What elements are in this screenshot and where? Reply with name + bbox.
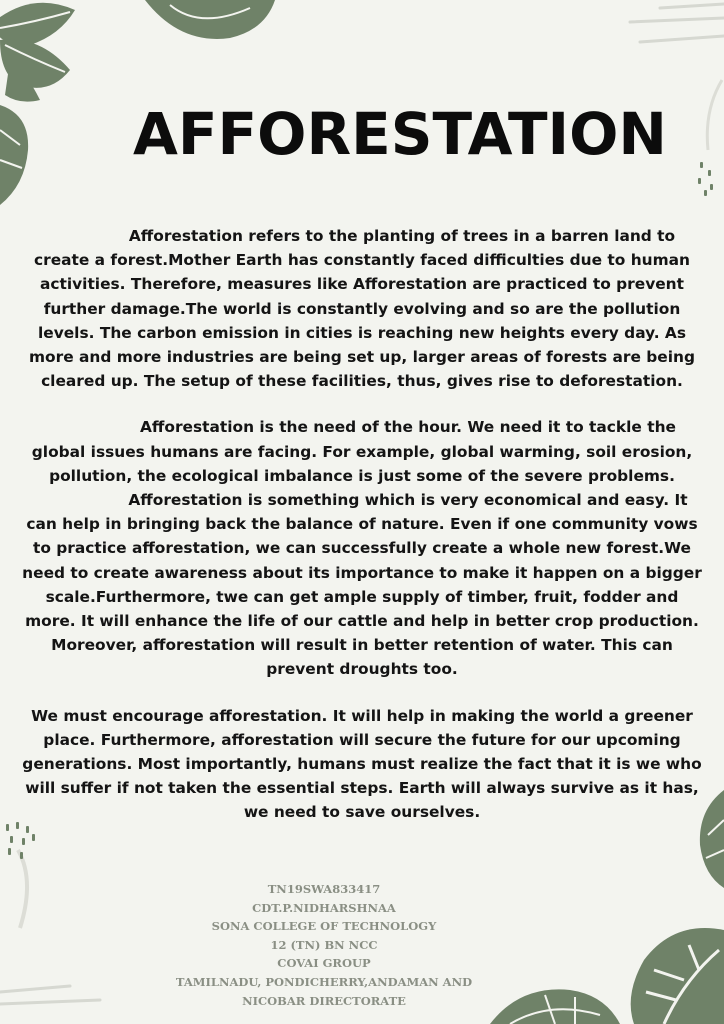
credit-line-directorate-1: TAMILNADU, PONDICHERRY,ANDAMAN AND	[175, 974, 473, 989]
leaf-icon	[0, 0, 110, 110]
essay-body	[22, 224, 702, 825]
leaf-icon	[490, 985, 620, 1024]
credit-line-cadet-id: TN19SWA833417	[267, 882, 381, 896]
monstera-leaf-icon	[624, 920, 724, 1024]
dots-icon	[0, 820, 50, 930]
credit-line-name: CDT.P.NIDHARSHNAA	[252, 900, 396, 915]
line-strokes-icon	[0, 980, 110, 1024]
paragraph-1: Afforestation refers to the planting of trees in a barren land to create a forest.Mother Earth has constantly faced difficulties due to human activities. Therefore, measures like Afforestation are practiced to prevent further damage.The world is constantly evolving and so are the pollution levels. The carbon emission in cities is reaching new heights every day. As more and more industries are being set up, larger areas of forests are being cleared up. The setup of these facilities, thus, gives rise to deforestation.	[29, 227, 695, 391]
leaf-icon	[140, 0, 275, 40]
credit-line-college: SONA COLLEGE OF TECHNOLOGY	[211, 919, 437, 934]
credit-line-group: COVAI GROUP	[277, 956, 371, 971]
author-credits	[150, 880, 498, 1010]
credit-line-directorate-2: NICOBAR DIRECTORATE	[242, 993, 406, 1008]
paragraph-3: Afforestation is something which is very economical and easy. It can help in bringing back the balance of nature. Even if one community vows to practice afforestation, we can successfully create a whole new forest.We need to create awareness about its importance to make it happen on a bigger scale.Furthermore, twe can get ample supply of timber, fruit, fodder and more. It will enhance the life of our cattle and help in better crop production. Moreover, afforestation will result in better retention of water. This can prevent droughts too.	[22, 491, 702, 679]
paragraph-2: Afforestation is the need of the hour. We need it to tackle the global issues humans are facing. For example, global warming, soil erosion, pollution, the ecological imbalance is just some of the severe problems.	[31, 418, 693, 485]
credit-line-battalion: 12 (TN) BN NCC	[270, 937, 378, 952]
page-title: AFFORESTATION	[133, 100, 667, 168]
line-strokes-icon	[620, 0, 724, 60]
paragraph-4: We must encourage afforestation. It will help in making the world a greener place. Furthermore, afforestation will secure the future for our upcoming generations. Most importantly, humans must realize the fact that it is we who will suffer if not taken the essential steps. Earth will always survive as it has, we need to save ourselves.	[22, 706, 702, 822]
